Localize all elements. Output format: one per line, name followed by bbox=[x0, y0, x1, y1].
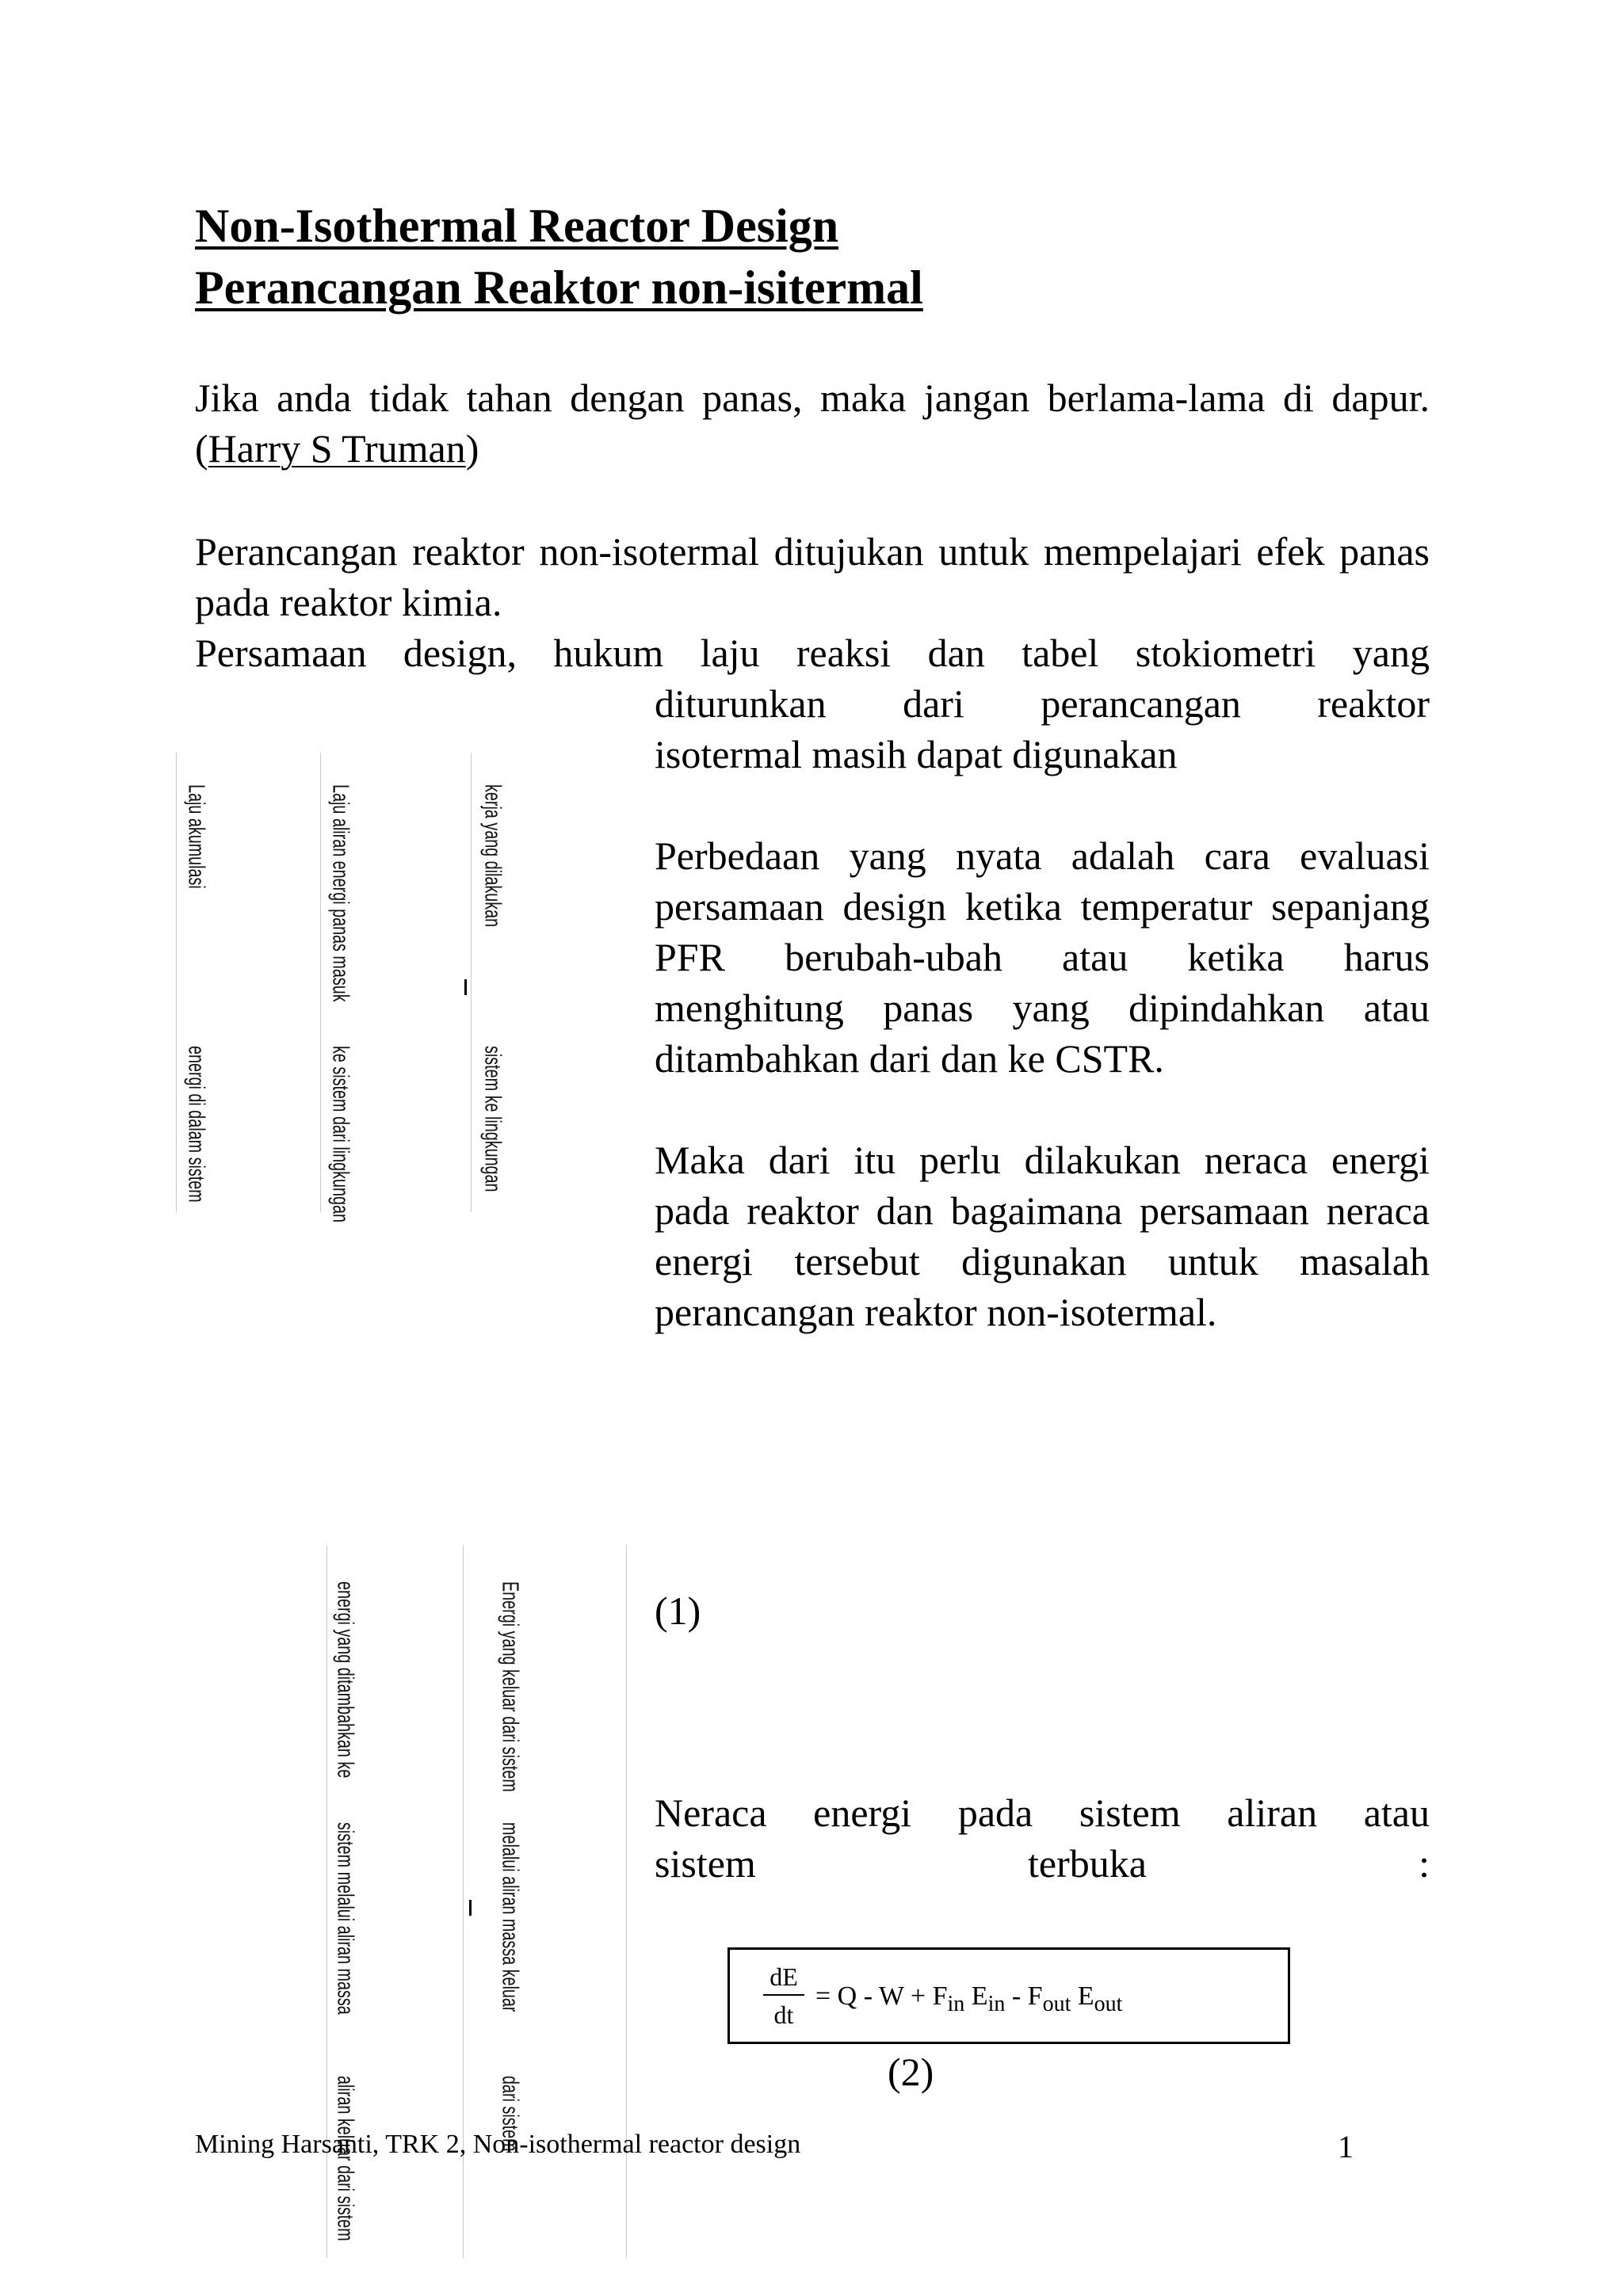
formula-subscript: out bbox=[1094, 1992, 1123, 2016]
document-page: Non-Isothermal Reactor Design Perancangan Reaktor non-isitermal Jika anda tidak tahan dengan panas, maka jangan berlama-lama di dapur. (Harry S Truman) Perancangan reaktor non-isotermal ditujukan untuk mempelajari efek panas pada reaktor kimia. Persamaan design, hukum laju reaksi dan tabel stokiometri yang diturunkan dari perancangan reaktor isotermal masih dapat digunakan Perbedaan yang nyata adalah cara evaluasi persamaan design ketika temperatur sepanjang PFR berubah-ubah atau ketika harus menghitung panas yang dipindahkan atau ditambahkan dari dan ke CSTR. Maka dari itu perlu dilakukan neraca energi pada reaktor dan bagaimana persamaan neraca energi tersebut digunakan untuk masalah perancangan reaktor non-isotermal. (1) Neraca energi pada sistem aliran atau sistem terbuka : $\frac{dE}{dt}$ = $Q - W + F_{in}$ $E_{in} - F_{out}$ $E_{out}$ (2) Laju akumulasi energi di dalam sistem Laju aliran energi panas masuk ke sistem dari lingkungan kerja yang dilakukan sistem ke lingkungan energi yang ditambahkan ke sistem melalui aliran massa aliran keluar dari sistem Energi yang keluar dari sistem melalui aliran massa keluar dari sistem Mining Harsanti, TRK 2, Non-isothermal reactor design 1 bbox=[0, 0, 1623, 2296]
open-system-line1: Neraca energi pada sistem aliran atau bbox=[655, 1791, 1430, 1835]
page-number: 1 bbox=[1338, 2129, 1354, 2164]
page-subtitle: Perancangan Reaktor non-isitermal bbox=[195, 261, 923, 314]
page-title: Non-Isothermal Reactor Design bbox=[195, 200, 839, 252]
quote-close: ) bbox=[465, 426, 479, 471]
intro-design-line3: isotermal masih dapat digunakan bbox=[655, 732, 1178, 776]
conclusion-paragraph: Maka dari itu perlu dilakukan neraca energi pada reaktor dan bagaimana persamaan neraca energi tersebut digunakan untuk masalah perancangan reaktor non-isotermal. bbox=[655, 1138, 1430, 1334]
equation-2-label: (2) bbox=[888, 2050, 934, 2094]
formula-part: - F bbox=[1005, 1981, 1043, 2011]
formula-fraction bbox=[763, 1964, 804, 2027]
formula-denominator: dt bbox=[773, 2000, 794, 2029]
diagram-guide-line bbox=[320, 753, 321, 1212]
minus-sign bbox=[469, 1900, 472, 1916]
diagram-guide-line bbox=[176, 753, 177, 1212]
minus-sign bbox=[464, 979, 467, 995]
quote-author-link[interactable]: Harry S Truman bbox=[208, 426, 466, 471]
formula-part: E bbox=[1071, 1981, 1094, 2011]
footer-text: Mining Harsanti, TRK 2, Non-isothermal reactor design bbox=[195, 2130, 801, 2159]
intro-design-line2: diturunkan dari perancangan reaktor bbox=[655, 681, 1430, 726]
difference-paragraph: Perbedaan yang nyata adalah cara evaluasi persamaan design ketika temperatur sepanjang PFR berubah-ubah atau ketika harus menghitung panas yang dipindahkan atau ditambahkan dari dan ke CSTR. bbox=[655, 833, 1430, 1081]
equation-1-label: (1) bbox=[655, 1589, 701, 1633]
intro-paragraph: Perancangan reaktor non-isotermal ditujukan untuk mempelajari efek panas pada reaktor kimia. bbox=[195, 529, 1430, 624]
intro-design-line1: Persamaan design, hukum laju reaksi dan tabel stokiometri yang bbox=[195, 631, 1430, 675]
formula-subscript: in bbox=[947, 1992, 965, 2016]
quote-paragraph bbox=[195, 372, 1430, 474]
diagram-guide-line bbox=[471, 753, 472, 1212]
formula-subscript: out bbox=[1042, 1992, 1071, 2016]
formula-subscript: in bbox=[987, 1992, 1006, 2016]
formula-right-side bbox=[815, 1981, 1122, 2017]
formula-part: = Q - W + F bbox=[815, 1981, 948, 2011]
quote-text: Jika anda tidak tahan dengan panas, maka jangan berlama-lama di dapur. ( bbox=[195, 376, 1430, 471]
formula-numerator: dE bbox=[763, 1964, 804, 1996]
open-system-line2: sistem terbuka : bbox=[655, 1841, 1430, 1886]
formula-part: E bbox=[964, 1981, 988, 2011]
energy-balance-formula bbox=[727, 1947, 1290, 2044]
